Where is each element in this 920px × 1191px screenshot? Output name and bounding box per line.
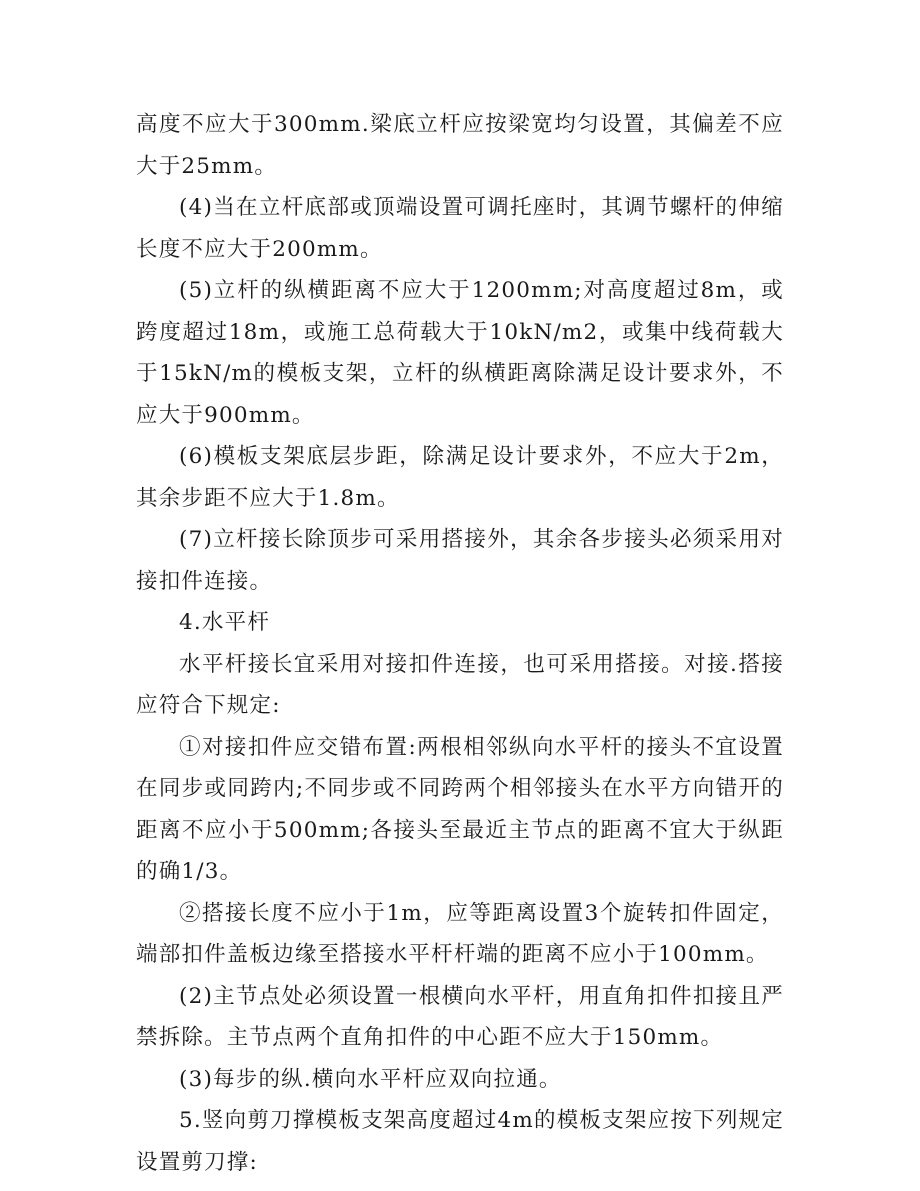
paragraph-3: (5)立杆的纵横距离不应大于1200mm;对高度超过8m，或跨度超过18m，或施工总荷载大于10kN/m2，或集中线荷载大于15kN/m的模板支架，立杆的纵横距离除满足设计要求外，不应大于900mm。 — [136, 278, 784, 428]
paragraph-2: (4)当在立杆底部或顶端设置可调托座时，其调节螺杆的伸缩长度不应大于200mm。 — [136, 195, 784, 262]
paragraph-4: (6)模板支架底层步距，除满足设计要求外，不应大于2m，其余步距不应大于1.8m。 — [136, 444, 784, 511]
paragraph-1: 高度不应大于300mm.梁底立杆应按梁宽均匀设置，其偏差不应大于25mm。 — [136, 112, 784, 179]
paragraph-10: (2)主节点处必须设置一根横向水平杆，用直角扣件扣接且严禁拆除。主节点两个直角扣件的中心距不应大于150mm。 — [136, 983, 784, 1050]
paragraph-9: ②搭接长度不应小于1m，应等距离设置3个旋转扣件固定，端部扣件盖板边缘至搭接水平杆杆端的距离不应小于100mm。 — [136, 900, 784, 967]
document-body — [136, 104, 784, 1183]
paragraph-8: ①对接扣件应交错布置:两根相邻纵向水平杆的接头不宜设置在同步或同跨内;不同步或不同跨两个相邻接头在水平方向错开的距离不应小于500mm;各接头至最近主节点的距离不宜大于纵距的确1/3。 — [136, 734, 784, 884]
section-heading-horizontal-bar: 4.水平杆 — [179, 610, 271, 635]
paragraph-7: 水平杆接长宜采用对接扣件连接，也可采用搭接。对接.搭接应符合下规定: — [136, 651, 784, 718]
paragraph-11: (3)每步的纵.横向水平杆应双向拉通。 — [179, 1066, 562, 1092]
paragraph-12: 5.竖向剪刀撑模板支架高度超过4m的模板支架应按下列规定设置剪刀撑: — [136, 1108, 784, 1175]
paragraph-5: (7)立杆接长除顶步可采用搭接外，其余各步接头必须采用对接扣件连接。 — [136, 527, 784, 594]
